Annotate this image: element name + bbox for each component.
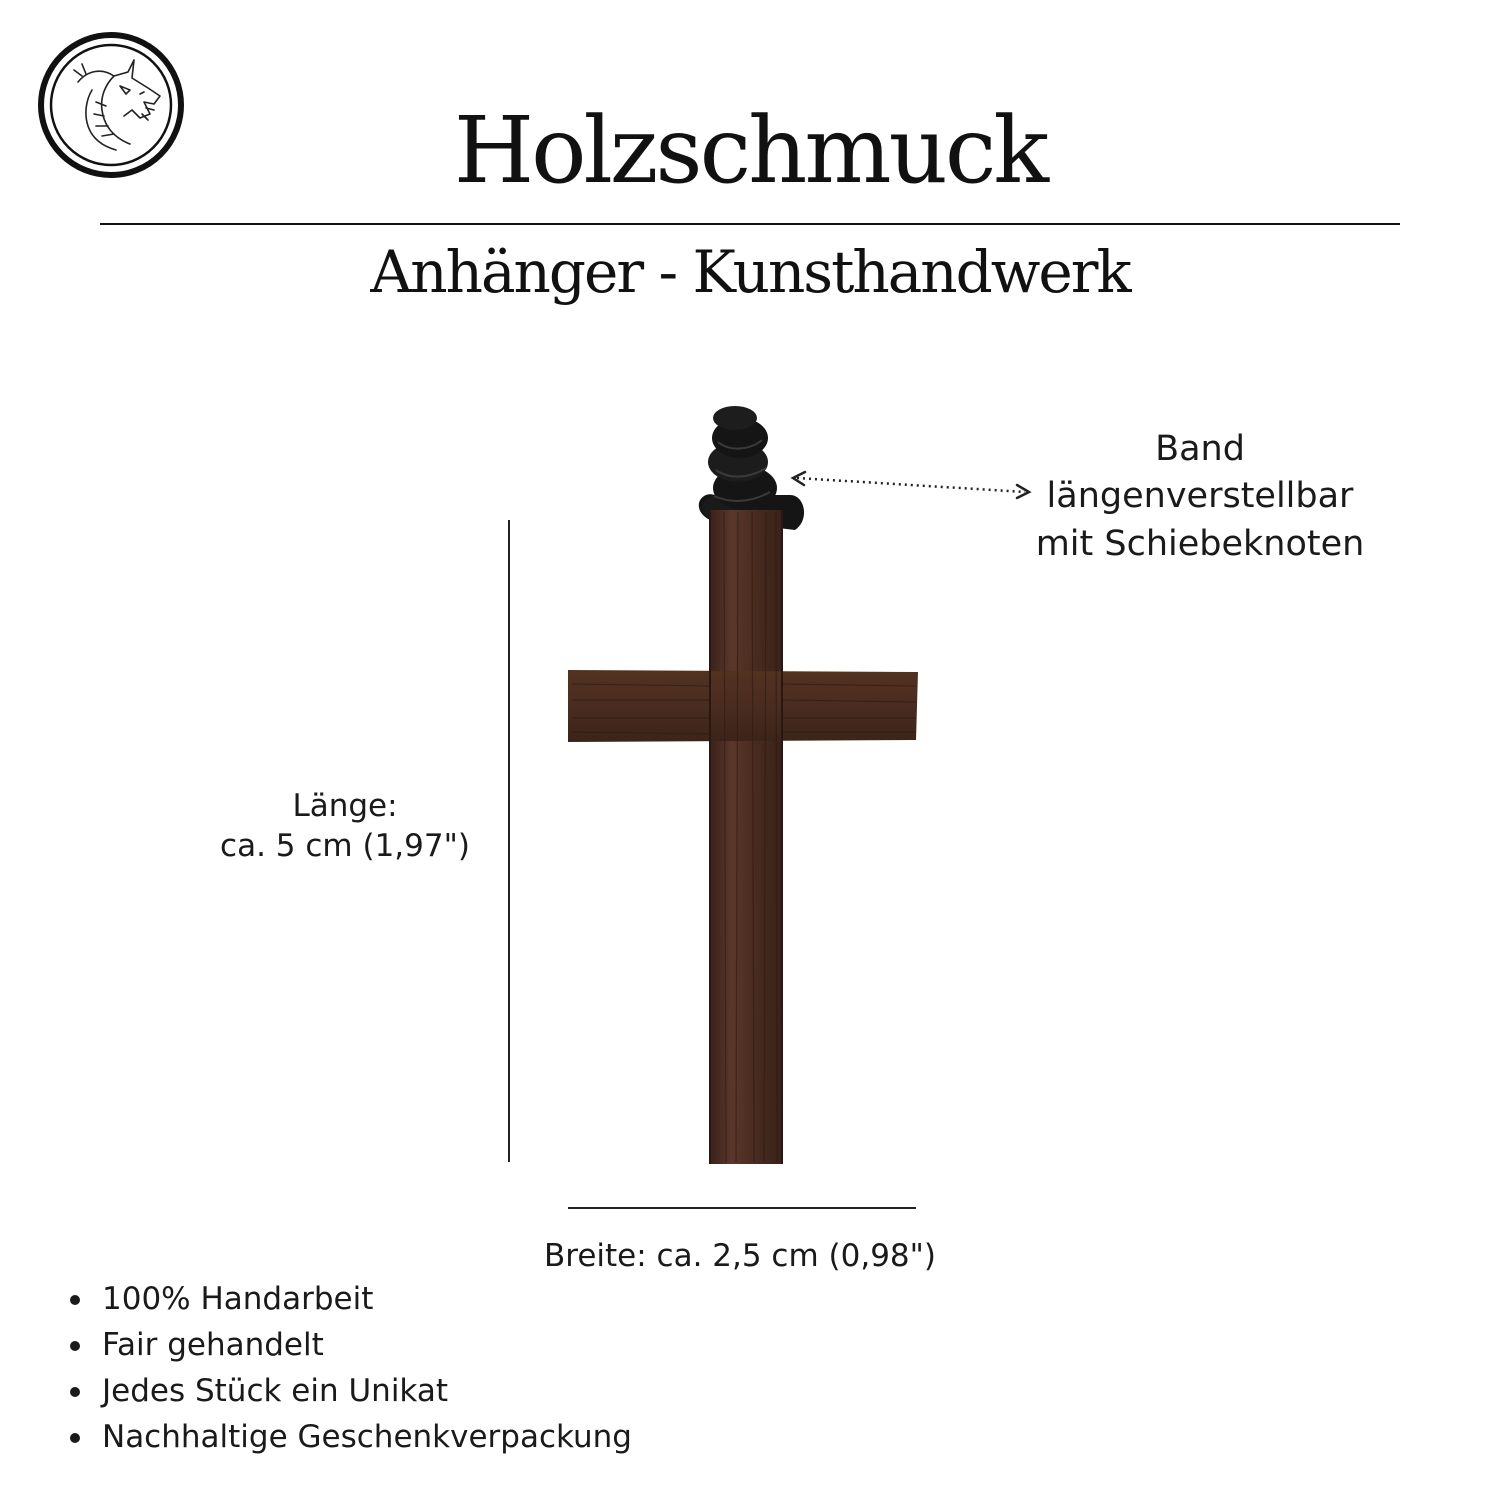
- length-dimension-line: [508, 520, 510, 1162]
- length-label-title: Länge:: [292, 788, 398, 824]
- feature-list: [62, 1276, 632, 1460]
- title-divider: [100, 223, 1400, 225]
- band-info: [1000, 426, 1400, 568]
- length-label-value: ca. 5 cm (1,97"): [220, 828, 470, 865]
- width-label: Breite: ca. 2,5 cm (0,98"): [543, 1238, 936, 1274]
- width-dimension-line: [568, 1207, 916, 1209]
- band-info-line2: längenverstellbar: [1046, 476, 1354, 517]
- list-item: Jedes Stück ein Unikat: [62, 1368, 632, 1414]
- page-title: Holzschmuck: [453, 97, 1047, 204]
- band-info-line1: Band: [1155, 429, 1245, 469]
- list-item: Fair gehandelt: [62, 1322, 632, 1368]
- length-label: [200, 786, 490, 867]
- band-info-line3: mit Schiebeknoten: [1035, 523, 1365, 564]
- page-subtitle: Anhänger - Kunsthandwerk: [370, 238, 1130, 306]
- list-item: Nachhaltige Geschenkverpackung: [62, 1414, 632, 1460]
- list-item: 100% Handarbeit: [62, 1276, 632, 1322]
- double-arrow-icon: [785, 462, 1035, 502]
- wooden-cross-pendant: [540, 400, 940, 1180]
